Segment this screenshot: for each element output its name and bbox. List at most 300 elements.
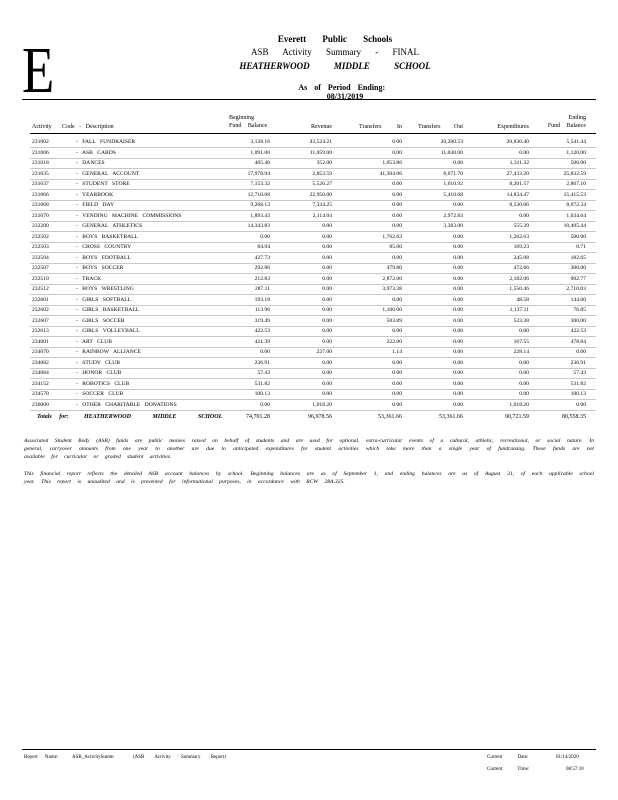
ending-balance: 0.00 [576,349,586,355]
row-separator [30,326,596,327]
revenue: 0.00 [322,244,332,250]
table-row [0,347,618,357]
footer-date-label: Current Date: [487,755,529,760]
row-separator [30,336,596,337]
expenditures: 0.00 [519,149,529,156]
expenditures: 0.00 [519,212,529,219]
row-separator [30,252,596,253]
total-transfers-in: 53,361.66 [378,414,402,420]
activity-description: - GIRLS VOLLEYBALL [76,328,140,334]
transfers-in: 0.00 [392,202,402,208]
transfers-out: 0.00 [453,265,463,271]
col-transfers-out: Transfers Out [418,124,463,130]
beginning-balance: 405.46 [254,160,270,166]
ending-balance: 478.84 [570,338,586,345]
beginning-balance: 292.86 [254,265,270,271]
transfers-out: 8,671.70 [443,170,463,177]
row-separator [30,147,596,148]
ending-balance: 500.00 [570,160,586,166]
ending-balance: 57.43 [573,370,586,376]
activity-code: 232504 [32,254,49,261]
transfers-in: 1,100.00 [382,307,402,313]
col-beginning-balance [229,114,267,130]
expenditures: 14,834.47 [506,191,529,198]
revenue: 5,526.27 [312,181,332,187]
beginning-balance: 0.00 [260,233,270,240]
beginning-balance: 100.13 [254,391,270,397]
table-row [0,253,618,263]
row-separator [30,231,596,232]
revenue: 0.00 [322,391,332,397]
transfers-in: 1.14 [392,349,402,355]
row-separator [30,273,596,274]
beginning-balance: 422.53 [254,328,270,334]
transfers-out: 1,610.92 [443,181,463,187]
totals-school: HEATHERWOOD MIDDLE SCHOOL [84,414,223,420]
ending-balance: 5,541.44 [566,139,586,145]
ending-balance: 500.00 [570,233,586,240]
revenue: 0.00 [322,359,332,366]
transfers-out: 0.00 [453,338,463,345]
ending-balance: 2,867.10 [566,181,586,187]
ending-balance: 0.00 [576,401,586,408]
total-revenue: 96,978.56 [308,414,332,420]
expenditures: 0.00 [519,391,529,397]
row-separator [30,263,596,264]
activity-description: - OTHER CHARITABLE DONATIONS [76,401,177,408]
activity-code: 234570 [32,391,49,397]
activity-code: 232607 [32,317,49,324]
transfers-in: 222.00 [386,338,402,345]
activity-description: - CROSS COUNTRY [76,244,132,250]
transfers-in: 0.00 [392,254,402,261]
beginning-balance: 287.11 [254,286,270,292]
activity-description: - STUDY CLUB [76,359,121,366]
table-row [0,400,618,410]
table-row [0,179,618,189]
activity-description: - ROBOTICS CLUB [76,380,130,387]
row-separator [30,315,596,316]
revenue: 0.00 [322,233,332,240]
table-row [0,221,618,231]
revenue: 0.00 [322,223,332,229]
activity-code: 231068 [32,202,49,208]
activity-code: 231066 [32,191,49,198]
row-separator [30,200,596,201]
beginning-balance: 1,091.00 [250,149,270,156]
transfers-out: 0.00 [453,328,463,334]
transfers-in: 0.00 [392,181,402,187]
ending-balance: 236.91 [570,359,586,366]
row-separator [30,284,596,285]
transfers-in: 0.00 [392,370,402,376]
expenditures: 1,550.46 [509,286,529,292]
totals-row [0,411,618,423]
footer-time-label: Current Time: [487,767,530,772]
transfers-in: 2,872.00 [382,275,402,282]
expenditures: 1,018.20 [509,401,529,408]
column-header-rule [30,133,596,134]
ending-balance: 300.00 [570,265,586,271]
footer-divider [22,749,596,750]
table-row [0,148,618,158]
beginning-balance: 12,710.68 [247,191,270,198]
beginning-balance: 0.00 [260,401,270,408]
beginning-balance: 3,128.16 [250,139,270,145]
expenditures: 472.66 [513,265,529,271]
activity-description: - BOYS SOCCER [76,265,124,271]
activity-code: 231070 [32,212,49,219]
revenue: 0.00 [322,254,332,261]
transfers-out: 20,280.53 [440,139,463,145]
transfers-out: 0.00 [453,244,463,250]
activity-description: - FIELD DAY [76,202,115,208]
revenue: 0.00 [322,275,332,282]
beginning-balance: 7,153.32 [250,181,270,187]
transfers-out: 0.00 [453,380,463,387]
activity-description: - ASB CARDS [76,149,116,156]
transfers-out: 0.00 [453,370,463,376]
period-line [200,74,470,101]
activity-code: 231006 [32,149,49,156]
table-row [0,190,618,200]
expenditures: 2,182.06 [509,275,529,282]
row-separator [30,410,596,411]
activity-code: 231002 [32,139,49,145]
beginning-balance: 113.96 [254,307,270,313]
activity-code: 232602 [32,307,49,313]
footer-report-label: Report Name: [24,755,59,760]
table-row [0,284,618,294]
activity-description: - VENDING MACHINE COMMISSIONS [76,212,182,219]
activity-code: 232200 [32,223,49,229]
activity-description: - YEARBOOK [76,191,114,198]
revenue: 2,853.59 [312,170,332,177]
transfers-in: 0.00 [392,359,402,366]
expenditures: 48.58 [516,296,529,303]
revenue: 43,524.21 [309,139,332,145]
expenditures: 0.00 [519,328,529,334]
transfers-out: 3,383.00 [443,223,463,229]
transfers-in: 0.00 [392,139,402,145]
beginning-balance: 57.43 [257,370,270,376]
activity-code: 232613 [32,328,49,334]
revenue: 11,059.00 [309,149,332,156]
footer-report-name: ASB_ActivitySumm [72,755,114,760]
row-separator [30,242,596,243]
table-row [0,295,618,305]
transfers-in: 503.89 [386,317,402,324]
revenue: 0.00 [322,380,332,387]
transfers-in: 1,053.86 [382,160,402,166]
beginning-balance: 236.91 [254,359,270,366]
expenditures: 523.38 [513,317,529,324]
expenditures: 228.14 [513,349,529,355]
transfers-in: 0.00 [392,212,402,219]
transfers-out: 2,972.83 [443,212,463,219]
ending-balance: 76.85 [573,307,586,313]
transfers-out: 0.00 [453,233,463,240]
col-code-description: Code - Description [62,124,114,130]
col-transfers-in: Transfers In [359,124,402,130]
beginning-balance: 14,343.83 [247,223,270,229]
organization-name: Everett Public Schools [277,34,393,44]
transfers-out: 0.00 [453,286,463,292]
col-revenue: Revenue [311,124,332,130]
expenditures: 27,433.20 [506,170,529,177]
beginning-balance: 319.49 [254,317,270,324]
total-beginning: 74,701.28 [246,414,270,420]
footer-date-value: 01/14/2020 [556,755,579,760]
row-separator [30,179,596,180]
col-expenditures: Expenditures [497,124,529,130]
transfers-out: 0.00 [453,401,463,408]
activity-code: 232503 [32,244,49,250]
transfers-out: 0.00 [453,307,463,313]
revenue: 2,114.04 [312,212,332,219]
activity-code: 232502 [32,233,49,240]
activity-description: - GIRLS SOFTBALL [76,296,132,303]
revenue: 352.00 [316,160,332,166]
ending-balance: 1,034.64 [566,212,586,219]
activity-description: - TRACK [76,275,102,282]
row-separator [30,158,596,159]
table-row [0,200,618,210]
col-ending-balance [548,114,586,130]
transfers-in: 3,973.38 [382,286,402,292]
activity-description: - HONOR CLUB [76,370,122,376]
activity-code: 232507 [32,265,49,271]
revenue: 0.00 [322,296,332,303]
transfers-in: 1,762.63 [382,233,402,240]
transfers-in: 0.00 [392,296,402,303]
table-row [0,274,618,284]
expenditures: 8,201.57 [509,181,529,187]
beginning-balance: 427.73 [254,254,270,261]
ending-balance: 531.82 [570,380,586,387]
revenue: 0.00 [322,328,332,334]
revenue: 0.00 [322,317,332,324]
revenue: 227.00 [316,349,332,355]
revenue: 0.00 [322,286,332,292]
activity-code: 232601 [32,296,49,303]
row-separator [30,221,596,222]
school-name: HEATHERWOOD MIDDLE SCHOOL [239,61,431,71]
expenditures: 1,262.63 [509,233,529,240]
total-expenditures: 90,721.59 [505,414,529,420]
beginning-balance: 1,893.43 [250,212,270,219]
table-row [0,232,618,242]
row-separator [30,399,596,400]
beginning-balance: 212.83 [254,275,270,282]
table-row [0,389,618,399]
ending-balance: 422.53 [570,328,586,334]
table-row [0,337,618,347]
transfers-out: 0.00 [453,317,463,324]
table-row [0,368,618,378]
row-separator [30,368,596,369]
header-divider [22,99,596,100]
transfers-out: 0.00 [453,160,463,166]
row-separator [30,305,596,306]
transfers-out: 0.00 [453,359,463,366]
activity-description: - BOYS FOOTBALL [76,254,131,261]
beginning-balance: 193.18 [254,296,270,303]
note-paragraph-1: Associated Student Body (ASB) funds are public monies raised on behalf of students and are used for optional, extra-curricular events of a cultural, athletic, recreational, or social nature. In general, carryover amounts from one year to another are due to anticipated expenditures for student activities which take more than a single year of fundraising. These funds are not available for curricular or graded student activities. [24,438,594,460]
transfers-out: 0.00 [453,275,463,282]
ending-balance: 15,415.53 [563,191,586,198]
ending-balance: 25,832.59 [563,170,586,177]
note-paragraph-2: This financial report reflects the detailed ASB account balances by school. Beginning balances are as of September 1, and ending balances are as of August 31, of each applicable school year. This report is unaudited and is presented for informational purposes, in accordance with RCW 28A.325. [24,471,594,485]
transfers-in: 0.00 [392,223,402,229]
ending-balance: 10,405.44 [563,223,586,229]
activity-description: - FALL FUNDRAISER [76,139,136,145]
transfers-in: 0.00 [392,328,402,334]
ending-balance: 0.71 [576,244,586,250]
activity-code: 234070 [32,349,49,355]
activity-code: 236000 [32,401,49,408]
row-separator [30,389,596,390]
table-row [0,379,618,389]
table-row [0,211,618,221]
activity-code: 234001 [32,338,49,345]
expenditures: 1,311.32 [509,160,529,166]
col-ending-line2: Fund Balance [547,123,586,129]
activity-code: 232512 [32,286,49,292]
beginning-balance: 421.39 [254,338,270,345]
table-row [0,263,618,273]
transfers-in: 0.00 [392,191,402,198]
transfers-in: 0.00 [392,391,402,397]
beginning-balance: 0.00 [260,349,270,355]
ending-balance: 182.65 [570,254,586,261]
ending-balance: 8,072.34 [566,202,586,208]
revenue: 0.00 [322,307,332,313]
activity-code: 234082 [32,359,49,366]
expenditures: 167.55 [513,338,529,345]
transfers-in: 41,304.06 [379,170,402,177]
activity-description: - SOCCER CLUB [76,391,124,397]
total-transfers-out: 53,361.66 [439,414,463,420]
transfers-out: 5,410.68 [443,191,463,198]
activity-description: - DANCES [76,160,105,166]
beginning-balance: 17,978.94 [247,170,270,177]
transfers-out: 0.00 [453,202,463,208]
transfers-in: 0.00 [392,149,402,156]
activity-description: - GENERAL ACCOUNT [76,170,140,177]
activity-description: - STUDENT STORE [76,181,130,187]
activity-code: 232510 [32,275,49,282]
activity-description: - BOYS BASKETBALL [76,233,138,240]
table-row [0,158,618,168]
expenditures: 0.00 [519,370,529,376]
total-ending: 80,558.35 [562,414,586,420]
ending-balance: 1,120.00 [566,149,586,156]
table-row [0,305,618,315]
transfers-in: 0.00 [392,380,402,387]
activity-description: - GENERAL ATHLETICS [76,223,143,229]
row-separator [30,189,596,190]
expenditures: 20,830.40 [506,139,529,145]
period-date: 08/31/2019 [326,92,364,101]
col-beginning-line2: Fund Balance [229,123,268,129]
row-separator [30,210,596,211]
activity-code: 231018 [32,160,49,166]
revenue: 0.00 [322,338,332,345]
expenditures: 555.39 [513,223,529,229]
expenditures: 0.00 [519,359,529,366]
table-row [0,316,618,326]
row-separator [30,347,596,348]
activity-description: - RAINBOW ALLIANCE [76,349,141,355]
activity-code: 231035 [32,170,49,177]
footer-time-value: 08:57:10 [566,767,584,772]
activity-code: 231037 [32,181,49,187]
revenue: 7,334.25 [312,202,332,208]
row-separator [30,357,596,358]
beginning-balance: 9,268.13 [250,202,270,208]
ending-balance: 902.77 [570,275,586,282]
row-separator [30,168,596,169]
transfers-in: 85.00 [389,244,402,250]
expenditures: 1,137.11 [509,307,529,313]
transfers-in: 479.80 [386,265,402,271]
expenditures: 8,530.06 [509,202,529,208]
activity-description: - GIRLS BASKETBALL [76,307,140,313]
revenue: 22,950.00 [309,191,332,198]
transfers-out: 0.00 [453,296,463,303]
report-title: ASB Activity Summary - FINAL [250,47,419,57]
ending-balance: 2,710.03 [566,286,586,292]
table-row [0,137,618,147]
expenditures: 169.23 [513,244,529,250]
transfers-out: 11,030.00 [440,149,463,156]
ending-balance: 300.00 [570,317,586,324]
period-label: As of Period Ending: [298,83,386,92]
expenditures: 245.08 [513,254,529,261]
revenue: 0.00 [322,370,332,376]
transfers-out: 0.00 [453,391,463,397]
table-row [0,242,618,252]
col-activity: Activity [32,124,52,130]
activity-code: 234084 [32,370,49,376]
table-row [0,326,618,336]
ending-balance: 144.60 [570,296,586,303]
row-separator [30,378,596,379]
table-row [0,169,618,179]
activity-code: 234152 [32,380,49,387]
row-separator [30,294,596,295]
ending-balance: 100.13 [570,391,586,397]
beginning-balance: 84.94 [257,244,270,250]
beginning-balance: 531.82 [254,380,270,387]
transfers-out: 0.00 [453,254,463,261]
transfers-out: 0.00 [453,349,463,355]
col-ending-line1: Ending [568,115,586,121]
activity-description: - ART CLUB [76,338,113,345]
col-beginning-line1: Beginning [229,115,254,121]
activity-description: - GIRLS SOCCER [76,317,125,324]
revenue: 1,018.20 [312,401,332,408]
table-row [0,358,618,368]
footer-report-description: (ASB Activity Summary Report) [133,755,226,760]
revenue: 0.00 [322,265,332,271]
totals-label: Totals for: [37,414,69,420]
district-logo-letter: E [22,34,55,107]
activity-description: - BOYS WRESTLING [76,286,134,292]
expenditures: 0.00 [519,380,529,387]
transfers-in: 0.00 [392,401,402,408]
